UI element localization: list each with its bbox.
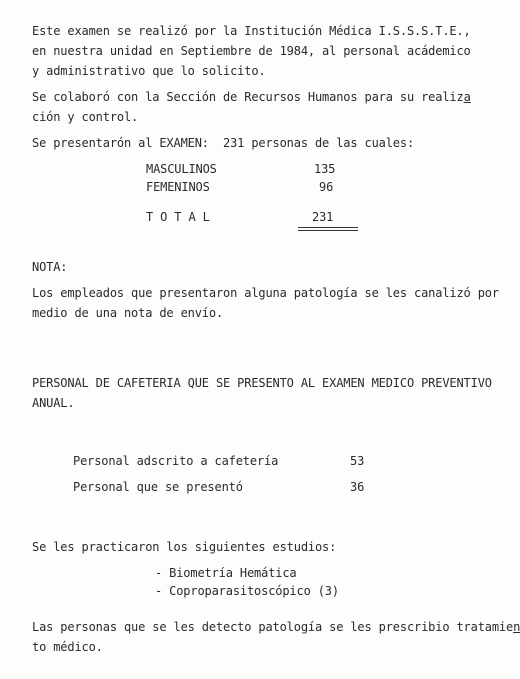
presented-summary: Se presentarón al EXAMEN: 231 personas de las cuales: [32, 136, 415, 150]
male-label: MASCULINOS [146, 162, 217, 176]
closing-underlined-char: n [513, 620, 520, 634]
cafeteria-assigned-value: 53 [350, 454, 365, 468]
nota-line-2: medio de una nota de envío. [32, 306, 224, 320]
male-value: 135 [314, 162, 336, 176]
collab-line-1 [32, 90, 471, 104]
total-underline-1 [298, 227, 358, 228]
total-value-cell [298, 210, 358, 224]
female-value: 96 [319, 180, 334, 194]
nota-heading: NOTA: [32, 260, 68, 274]
cafeteria-heading-line-2: ANUAL. [32, 396, 75, 410]
nota-line-1: Los empleados que presentaron alguna patología se les canalizó por [32, 286, 499, 300]
cafeteria-heading-line-1: PERSONAL DE CAFETERIA QUE SE PRESENTO AL EXAMEN MEDICO PREVENTIVO [32, 376, 492, 390]
total-value: 231 [312, 210, 334, 224]
cafeteria-assigned-label: Personal adscrito a cafetería [73, 454, 279, 468]
studies-intro: Se les practicaron los siguientes estudios: [32, 540, 337, 554]
closing-line-1 [32, 620, 520, 634]
female-label: FEMENINOS [146, 180, 210, 194]
total-label: T O T A L [146, 210, 210, 224]
study-item: - Coproparasitoscópico (3) [155, 584, 339, 598]
intro-line-1: Este examen se realizó por la Institución Médica I.S.S.S.T.E., [32, 24, 471, 38]
collab-line-2: ción y control. [32, 110, 139, 124]
total-underline-2 [298, 230, 358, 231]
cafeteria-presented-label: Personal que se presentó [73, 480, 243, 494]
intro-line-2: en nuestra unidad en Septiembre de 1984, al personal acádemico [32, 44, 471, 58]
collab-underlined-char: a [463, 90, 471, 104]
cafeteria-presented-value: 36 [350, 480, 365, 494]
study-item: - Biometría Hemática [155, 566, 297, 580]
closing-line-1-text: Las personas que se les detecto patología se les prescribio tratamie [32, 620, 514, 634]
closing-line-2: to médico. [32, 640, 103, 654]
intro-line-3: y administrativo que lo solicito. [32, 64, 266, 78]
collab-line-1-text: Se colaboró con la Sección de Recursos Humanos para su realiz [32, 90, 464, 104]
